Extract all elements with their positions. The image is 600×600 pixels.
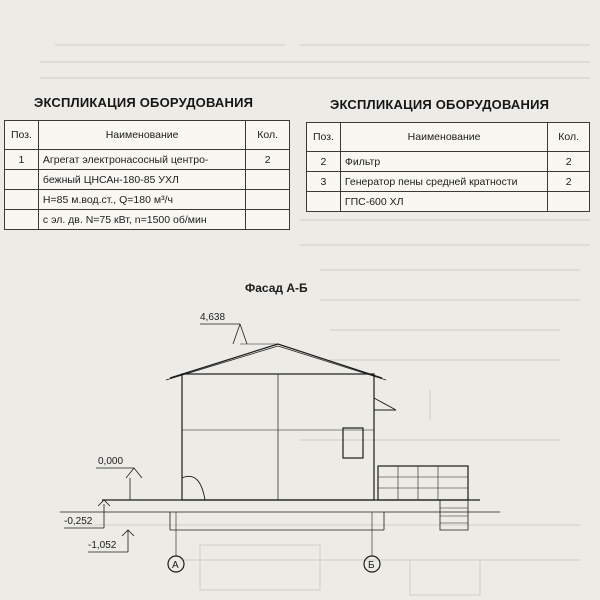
cell-pos: 3 (307, 172, 341, 192)
canopy (374, 398, 396, 410)
cell-name: с эл. дв. N=75 кВт, n=1500 об/мин (38, 210, 245, 230)
roof-edge (166, 346, 386, 380)
header-name: Наименование (38, 121, 245, 150)
stair (440, 500, 468, 530)
cell-pos: 2 (307, 152, 341, 172)
cell-qty: 2 (246, 150, 290, 170)
header-pos: Поз. (5, 121, 39, 150)
window (343, 428, 363, 458)
header-name: Наименование (340, 123, 547, 152)
elevation-arrow-ridge (233, 324, 247, 344)
left-table-heading: ЭКСПЛИКАЦИЯ ОБОРУДОВАНИЯ (34, 95, 254, 110)
elevation-ridge-label: 4,638 (200, 312, 226, 323)
cell-name: Фильтр (340, 152, 547, 172)
axis-label-a: А (172, 560, 179, 571)
axis-label-b: Б (368, 560, 375, 571)
elevation-floor-label: 0,000 (98, 456, 124, 467)
roof-outline (170, 344, 382, 378)
cell-qty: 2 (548, 172, 590, 192)
header-qty: Кол. (246, 121, 290, 150)
header-pos: Поз. (307, 123, 341, 152)
drawing-title: Фасад А-Б (245, 281, 308, 295)
cell-name: Генератор пены средней кратности (340, 172, 547, 192)
platform (378, 466, 468, 500)
cell-pos: 1 (5, 150, 39, 170)
door-outline (182, 476, 205, 500)
cell-name: бежный ЦНСАн-180-85 УХЛ (38, 170, 245, 190)
cell-name: H=85 м.вод.ст., Q=180 м³/ч (38, 190, 245, 210)
elevation-footing-label: -1,052 (88, 540, 117, 551)
header-qty: Кол. (548, 123, 590, 152)
cell-name: ГПС-600 ХЛ (340, 192, 547, 212)
cell-qty: 2 (548, 152, 590, 172)
right-table-heading: ЭКСПЛИКАЦИЯ ОБОРУДОВАНИЯ (330, 97, 550, 112)
cell-name: Агрегат электронасосный центро- (38, 150, 245, 170)
elevation-ground-label: -0,252 (64, 516, 93, 527)
